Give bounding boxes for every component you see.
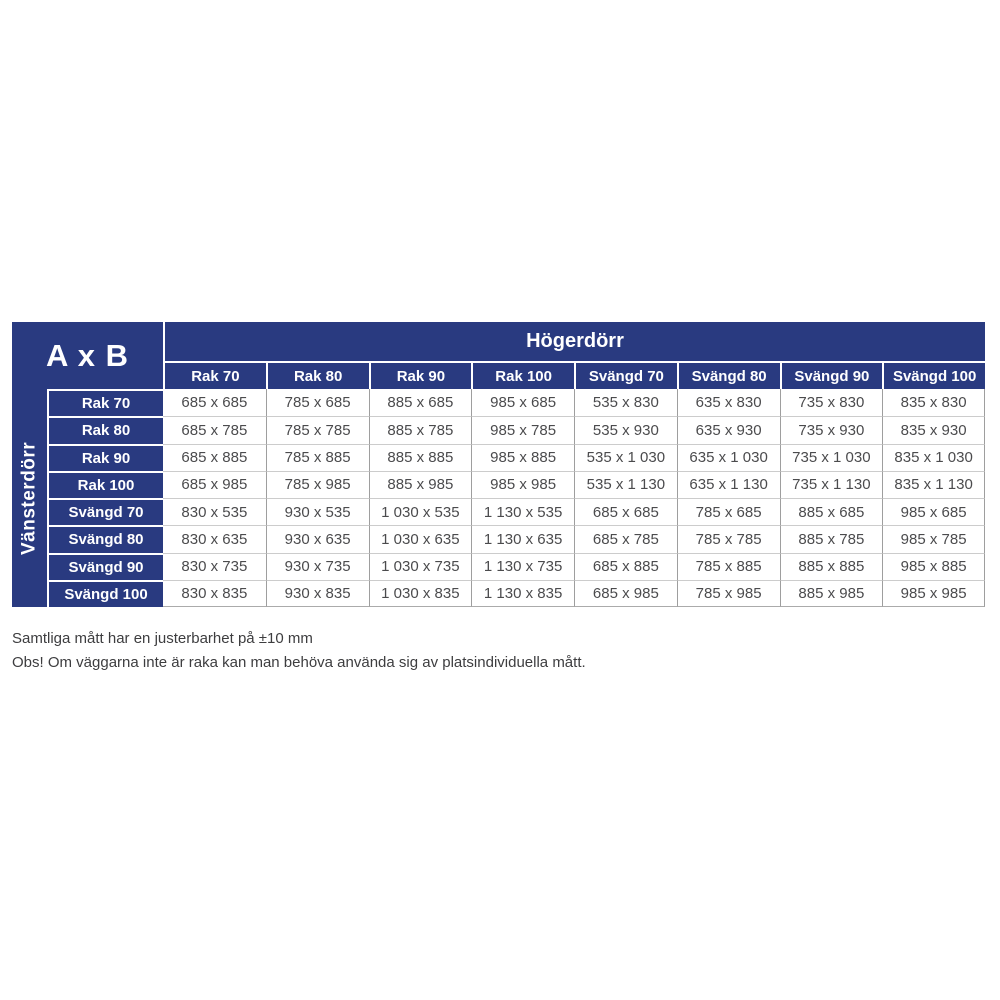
row-header: Svängd 70 — [47, 498, 163, 525]
row-header: Rak 90 — [47, 444, 163, 471]
size-cell: 685 x 985 — [163, 471, 266, 498]
column-group-label-hogerdorr: Högerdörr — [163, 322, 985, 361]
door-size-table — [12, 322, 985, 607]
size-cell: 830 x 535 — [163, 498, 266, 525]
size-cell: 1 130 x 835 — [471, 580, 574, 607]
size-cell: 785 x 985 — [266, 471, 369, 498]
row-header: Svängd 100 — [47, 580, 163, 607]
size-cell: 985 x 785 — [882, 525, 985, 552]
size-cell: 885 x 985 — [780, 580, 883, 607]
size-cell: 985 x 685 — [882, 498, 985, 525]
col-header: Svängd 90 — [780, 361, 883, 389]
size-cell: 1 030 x 635 — [369, 525, 472, 552]
size-cell: 930 x 635 — [266, 525, 369, 552]
size-cell: 885 x 885 — [780, 553, 883, 580]
footnotes — [12, 627, 586, 675]
size-cell: 985 x 785 — [471, 416, 574, 443]
size-cell: 785 x 885 — [266, 444, 369, 471]
size-cell: 1 130 x 535 — [471, 498, 574, 525]
size-cell: 685 x 785 — [574, 525, 677, 552]
size-cell: 535 x 930 — [574, 416, 677, 443]
size-cell: 785 x 685 — [677, 498, 780, 525]
size-cell: 930 x 735 — [266, 553, 369, 580]
size-cell: 835 x 930 — [882, 416, 985, 443]
size-cell: 685 x 685 — [163, 389, 266, 416]
col-header: Svängd 80 — [677, 361, 780, 389]
size-cell: 885 x 785 — [369, 416, 472, 443]
size-cell: 635 x 930 — [677, 416, 780, 443]
col-header: Svängd 100 — [882, 361, 985, 389]
size-cell: 785 x 785 — [677, 525, 780, 552]
row-group-label-vansterdorr: Vänsterdörr — [12, 389, 47, 607]
size-cell: 535 x 1 130 — [574, 471, 677, 498]
col-header: Rak 70 — [163, 361, 266, 389]
size-cell: 785 x 985 — [677, 580, 780, 607]
size-cell: 885 x 885 — [369, 444, 472, 471]
row-header: Rak 100 — [47, 471, 163, 498]
size-cell: 835 x 830 — [882, 389, 985, 416]
size-cell: 930 x 535 — [266, 498, 369, 525]
row-header: Svängd 80 — [47, 525, 163, 552]
size-cell: 1 130 x 735 — [471, 553, 574, 580]
size-cell: 985 x 985 — [882, 580, 985, 607]
size-cell: 985 x 685 — [471, 389, 574, 416]
size-cell: 1 030 x 735 — [369, 553, 472, 580]
size-cell: 830 x 635 — [163, 525, 266, 552]
size-cell: 835 x 1 130 — [882, 471, 985, 498]
size-cell: 685 x 885 — [574, 553, 677, 580]
col-header: Rak 80 — [266, 361, 369, 389]
size-cell: 685 x 785 — [163, 416, 266, 443]
size-cell: 735 x 1 030 — [780, 444, 883, 471]
size-cell: 985 x 885 — [882, 553, 985, 580]
size-cell: 685 x 885 — [163, 444, 266, 471]
size-cell: 735 x 830 — [780, 389, 883, 416]
size-cell: 735 x 930 — [780, 416, 883, 443]
size-cell: 930 x 835 — [266, 580, 369, 607]
size-cell: 1 030 x 835 — [369, 580, 472, 607]
size-cell: 535 x 1 030 — [574, 444, 677, 471]
size-cell: 635 x 830 — [677, 389, 780, 416]
col-header: Svängd 70 — [574, 361, 677, 389]
size-cell: 635 x 1 130 — [677, 471, 780, 498]
size-cell: 985 x 885 — [471, 444, 574, 471]
row-header: Svängd 90 — [47, 553, 163, 580]
corner-axb-label: A x B — [12, 322, 163, 389]
size-cell: 835 x 1 030 — [882, 444, 985, 471]
size-cell: 785 x 885 — [677, 553, 780, 580]
size-cell: 1 030 x 535 — [369, 498, 472, 525]
size-cell: 685 x 985 — [574, 580, 677, 607]
size-cell: 635 x 1 030 — [677, 444, 780, 471]
size-cell: 885 x 985 — [369, 471, 472, 498]
row-header: Rak 70 — [47, 389, 163, 416]
footnote-walls: Obs! Om väggarna inte är raka kan man behöva använda sig av platsindividuella mått. — [12, 654, 586, 671]
size-cell: 885 x 685 — [780, 498, 883, 525]
col-header: Rak 90 — [369, 361, 472, 389]
size-cell: 735 x 1 130 — [780, 471, 883, 498]
size-cell: 1 130 x 635 — [471, 525, 574, 552]
footnote-adjustability: Samtliga mått har en justerbarhet på ±10 mm — [12, 630, 313, 647]
size-cell: 785 x 685 — [266, 389, 369, 416]
size-cell: 830 x 735 — [163, 553, 266, 580]
size-cell: 785 x 785 — [266, 416, 369, 443]
size-cell: 685 x 685 — [574, 498, 677, 525]
size-cell: 535 x 830 — [574, 389, 677, 416]
row-header: Rak 80 — [47, 416, 163, 443]
size-cell: 885 x 685 — [369, 389, 472, 416]
col-header: Rak 100 — [471, 361, 574, 389]
size-cell: 985 x 985 — [471, 471, 574, 498]
size-cell: 885 x 785 — [780, 525, 883, 552]
size-cell: 830 x 835 — [163, 580, 266, 607]
